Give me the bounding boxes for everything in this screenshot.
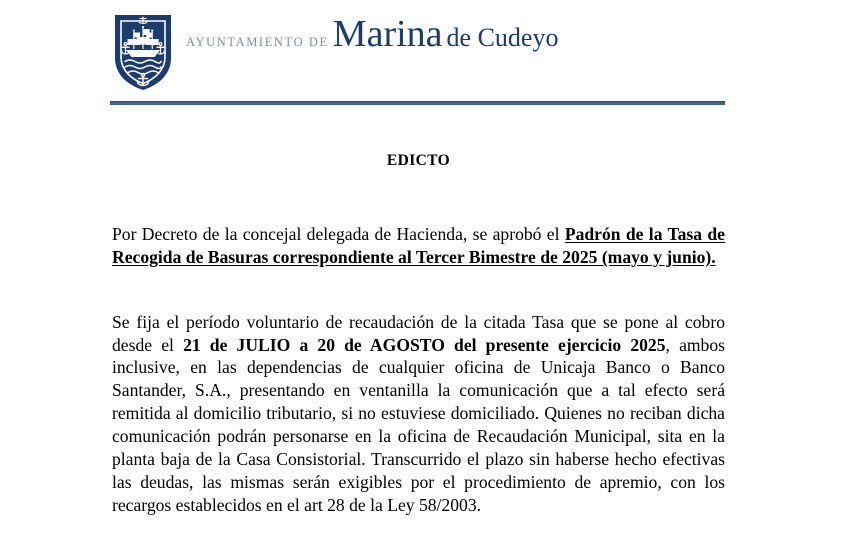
document-body [112, 120, 725, 534]
coat-of-arms-icon [112, 12, 174, 92]
periodo-remainder-text: , ambos inclusive, en las dependencias de cualquier oficina de Unicaja Banco o Banco Santander, S.A., presentando en ventanilla la comunicación que a tal efecto será remitida al domicilio tributario, si no estuviese domiciliado. Quienes no reciban dicha comunicación podrán personarse en la oficina de Recaudación Municipal, sita en la planta baja de la Casa Consistorial. Transcurrido el plazo sin haberse hecho efectivas las deudas, las mismas serán exigibles por el procedimiento de apremio, con los recargos establecidos en el art 28 de la Ley 58/2003. [112, 334, 725, 515]
paragraph-decreto [112, 223, 725, 269]
periodo-lead-text: Se fija el período voluntario de recaudación de la citada Tasa que se pone al cobro desde el [112, 311, 725, 355]
municipality-name: Marina [332, 13, 443, 55]
institution-label: AYUNTAMIENTO DE [186, 35, 329, 49]
municipality-name-secondary: de Cudeyo [446, 23, 559, 52]
letterhead [112, 12, 558, 92]
wordmark [186, 12, 558, 53]
page-title: EDICTO [386, 152, 451, 169]
header-divider [110, 101, 725, 105]
decreto-lead-text: Por Decreto de la concejal delegada de Hacienda, se aprobó el [112, 224, 565, 244]
payment-window-dates: 21 de JULIO a 20 de AGOSTO del presente ejercicio 2025 [183, 334, 666, 355]
decreto-emphasis-text: Padrón de la Tasa de Recogida de Basuras correspondiente al Tercer Bimestre de 2025 (mayo y junio). [112, 224, 725, 267]
paragraph-periodo [112, 311, 725, 517]
